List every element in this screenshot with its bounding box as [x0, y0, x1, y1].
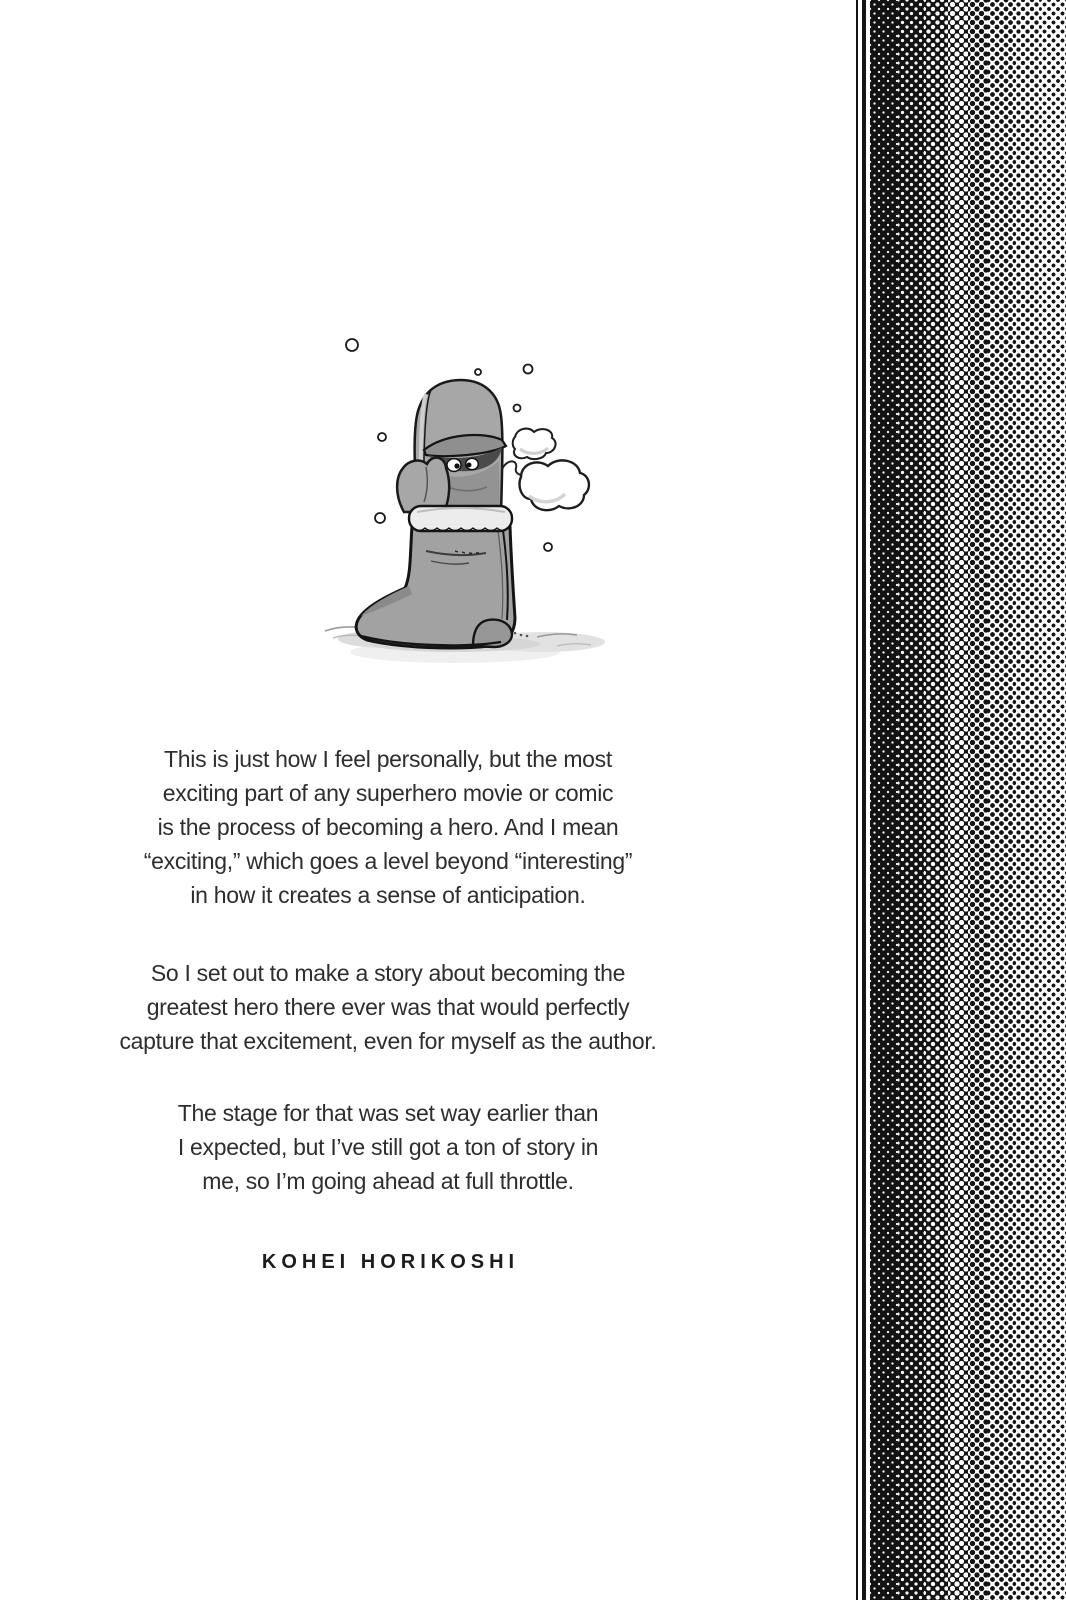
snowflake-icon — [378, 433, 386, 441]
winter-character-illustration — [305, 330, 645, 665]
boot-fleece-rim — [409, 506, 512, 531]
mitten — [397, 458, 449, 512]
snowflake-icon — [346, 339, 358, 351]
author-note-paragraph — [30, 742, 746, 912]
snowflake-icon — [514, 405, 521, 412]
halftone-band — [870, 0, 898, 1600]
halftone-band — [898, 0, 924, 1600]
author-note-line: in how it creates a sense of anticipation. — [190, 882, 586, 908]
boot — [356, 506, 515, 648]
author-note-line: So I set out to make a story about becoming the — [150, 960, 626, 986]
snowflake-icon — [524, 365, 533, 374]
snowflake-icon — [375, 513, 385, 523]
halftone-band — [968, 0, 988, 1600]
halftone-band — [948, 0, 968, 1600]
author-note-line: is the process of becoming a hero. And I mean — [157, 814, 619, 840]
snowflake-icon — [475, 369, 481, 375]
author-note-line: The stage for that was set way earlier than — [177, 1100, 599, 1126]
author-note-line: greatest hero there ever was that would perfectly — [146, 994, 630, 1020]
author-note-line: I expected, but I’ve still got a ton of story in — [177, 1134, 599, 1160]
breath-clouds — [502, 429, 589, 511]
halftone-band — [1040, 0, 1066, 1600]
author-note-line: This is just how I feel personally, but the most — [164, 746, 612, 772]
halftone-band — [988, 0, 1014, 1600]
author-note-line: me, so I’m going ahead at full throttle. — [202, 1168, 574, 1194]
halftone-band — [924, 0, 948, 1600]
author-note-line: capture that excitement, even for myself as the author. — [119, 1028, 657, 1054]
page-edge-rule-thick — [862, 0, 866, 1600]
author-note-line: exciting part of any superhero movie or comic — [162, 780, 614, 806]
author-note-line: “exciting,” which goes a level beyond “interesting” — [143, 848, 633, 874]
author-note-paragraph — [30, 1096, 746, 1198]
page-edge-rule-thin — [856, 0, 858, 1600]
author-name: KOHEI HORIKOSHI — [261, 1251, 520, 1273]
author-note — [30, 742, 746, 1279]
snowflake-icon — [544, 543, 552, 551]
halftone-gradient-strip — [870, 0, 1066, 1600]
halftone-band — [1014, 0, 1040, 1600]
author-note-paragraph — [30, 956, 746, 1058]
